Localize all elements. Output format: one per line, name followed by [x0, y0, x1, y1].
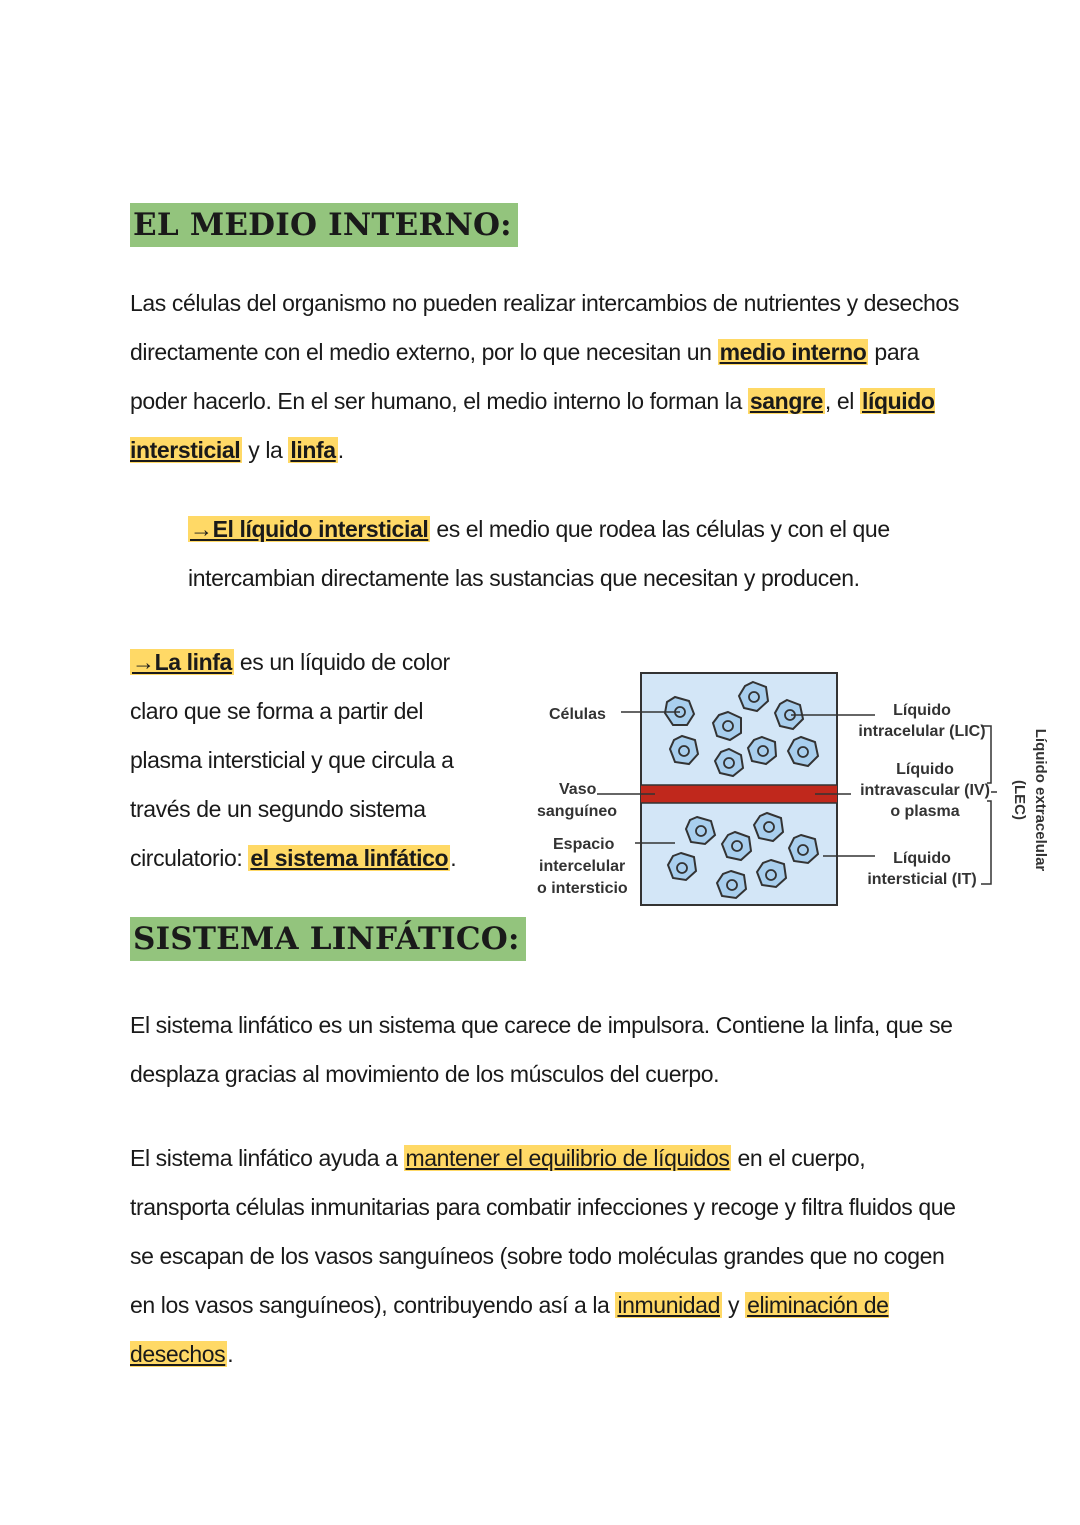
- label-space-3: o intersticio: [537, 880, 628, 897]
- label-vessel-2: sanguíneo: [537, 803, 618, 820]
- text: en el cuerpo, transporta células inmunitarias para combatir infecciones y recoge y filtra fluidos que se escapan de los vasos sanguíneos (sobre todo moléculas grandes que no cogen en los vasos sanguíneos), contribuyendo así a la: [130, 1145, 956, 1318]
- text: Las células del organismo no pueden realizar intercambios de nutrientes y desechos directamente con el medio externo, por lo que necesitan un: [130, 290, 959, 365]
- label-iv-2: intravascular (IV): [860, 782, 990, 799]
- text: es el medio que rodea las células y con el que intercambian directamente las sustancias que necesitan y producen.: [188, 516, 890, 591]
- text: y la: [242, 437, 289, 463]
- text: .: [450, 845, 457, 871]
- medio-interno-diagram: [535, 665, 1055, 915]
- blood-vessel: [641, 785, 837, 803]
- highlight-sistema-linfatico: el sistema linfático: [250, 845, 449, 871]
- paragraph-medio-interno: [130, 279, 960, 475]
- label-lic-2: intracelular (LIC): [858, 723, 986, 740]
- section-heading-medio-interno: EL MEDIO INTERNO:: [130, 203, 518, 247]
- highlight-eliminacion-desechos: eliminación de desechos: [130, 1292, 889, 1367]
- highlight-la-linfa: →La linfa: [132, 649, 232, 675]
- label-space-2: intercelular: [539, 858, 626, 875]
- label-space-1: Espacio: [553, 836, 615, 853]
- text: y: [721, 1292, 746, 1318]
- highlight-inmunidad: inmunidad: [617, 1292, 720, 1318]
- label-it-1: Líquido: [893, 850, 951, 867]
- highlight-sangre: sangre: [749, 388, 823, 414]
- highlight-medio-interno: medio interno: [719, 339, 867, 365]
- text: .: [227, 1341, 234, 1367]
- text: para poder hacerlo. En el ser humano, el medio interno lo forman la: [130, 339, 919, 414]
- label-it-2: intersticial (IT): [867, 871, 977, 888]
- paragraph-sistema-linfatico-1: El sistema linfático es un sistema que carece de impulsora. Contiene la linfa, que se desplaza gracias al movimiento de los músculos del cuerpo.: [130, 1012, 953, 1087]
- highlight-liquido-intersticial: líquido intersticial: [130, 388, 935, 463]
- label-lec-2: (LEC): [1011, 780, 1028, 820]
- label-iv-1: Líquido: [896, 761, 954, 778]
- text: El sistema linfático ayuda a: [130, 1145, 404, 1171]
- label-cells: Células: [549, 706, 606, 723]
- section-heading-sistema-linfatico: SISTEMA LINFÁTICO:: [130, 917, 526, 961]
- label-iv-3: o plasma: [890, 803, 960, 820]
- highlight-equilibrio-liquidos: mantener el equilibrio de líquidos: [405, 1145, 730, 1171]
- text: es un líquido de color claro que se forma a partir del plasma intersticial y que circula a través de un segundo sistema circulatorio:: [130, 649, 454, 871]
- text: , el: [824, 388, 860, 414]
- text: .: [337, 437, 344, 463]
- label-lic-1: Líquido: [893, 702, 951, 719]
- highlight-el-liquido-intersticial: →El líquido intersticial: [190, 516, 429, 542]
- label-vessel-1: Vaso: [559, 781, 597, 798]
- paragraph-linfa: [130, 638, 500, 883]
- highlight-linfa: linfa: [290, 437, 336, 463]
- paragraph-sistema-linfatico-2: [130, 1134, 960, 1379]
- paragraph-liquido-intersticial: [188, 505, 968, 603]
- label-lec-1: Líquido extracelular: [1032, 728, 1049, 872]
